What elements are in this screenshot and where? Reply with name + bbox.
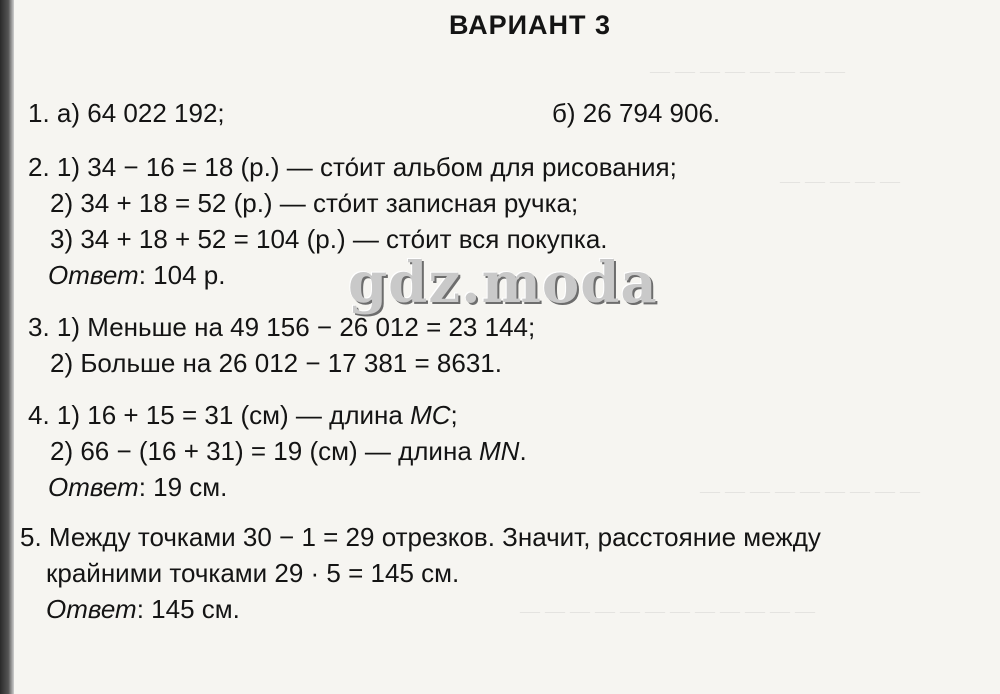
solution-step: 1) Меньше на 49 156 − 26 012 = 23 144; <box>56 312 536 342</box>
task-number: 2. <box>28 152 50 182</box>
answer-value: : 19 см. <box>138 472 228 502</box>
task-4-answer <box>48 472 227 502</box>
task-2-line-1 <box>28 152 677 182</box>
task-number: 5. <box>20 522 42 552</box>
punctuation: . <box>519 436 527 466</box>
task-3-line-2: 2) Больше на 26 012 − 17 381 = 8631. <box>50 348 502 378</box>
answer-label: Ответ <box>48 472 139 502</box>
task-4-line-1 <box>28 400 458 430</box>
bleed-through: — — — — — — — — <box>650 60 845 82</box>
task-3-line-1 <box>28 312 535 342</box>
task-2-line-3: 3) 34 + 18 + 52 = 104 (р.) — сто́ит вся покупка. <box>50 224 608 254</box>
task-2-answer <box>48 260 225 290</box>
task-number: 3. <box>28 312 50 342</box>
solution-step: 2) 66 − (16 + 31) = 19 (см) — длина <box>50 436 479 466</box>
task-5-line-2: крайними точками 29 · 5 = 145 см. <box>46 558 460 588</box>
item-label: а) <box>56 98 81 128</box>
item-label: б) <box>552 98 576 128</box>
solution-step: 1) 34 − 16 = 18 (р.) — сто́ит альбом для рисования; <box>56 152 677 182</box>
solution-step: 1) 16 + 15 = 31 (см) — длина <box>56 400 411 430</box>
answer-value: 26 794 906. <box>582 98 721 128</box>
task-5-line-1 <box>20 522 821 552</box>
task-number: 1. <box>28 98 50 128</box>
task-number: 4. <box>28 400 50 430</box>
task-2-line-2: 2) 34 + 18 = 52 (р.) — сто́ит записная ручка; <box>50 188 579 218</box>
task-1-b <box>552 98 720 128</box>
watermark: gdz.moda <box>348 250 658 316</box>
answer-value: : 145 см. <box>136 594 240 624</box>
page-title: ВАРИАНТ 3 <box>448 10 612 40</box>
segment-name: MC <box>410 400 451 430</box>
answer-value: 64 022 192; <box>87 98 225 128</box>
bleed-through: — — — — — — — — — <box>700 480 920 502</box>
punctuation: ; <box>450 400 458 430</box>
task-4-line-2 <box>50 436 527 466</box>
task-5-answer <box>46 594 240 624</box>
answer-label: Ответ <box>48 260 139 290</box>
answer-value: : 104 р. <box>138 260 226 290</box>
page-binding-edge <box>0 0 14 694</box>
answer-label: Ответ <box>46 594 137 624</box>
bleed-through: — — — — — — — — — — — — <box>520 600 815 622</box>
task-1-a <box>28 98 225 128</box>
segment-name: MN <box>479 436 520 466</box>
bleed-through: — — — — — <box>780 170 900 192</box>
solution-step: Между точками 30 − 1 = 29 отрезков. Значит, расстояние между <box>48 522 821 552</box>
